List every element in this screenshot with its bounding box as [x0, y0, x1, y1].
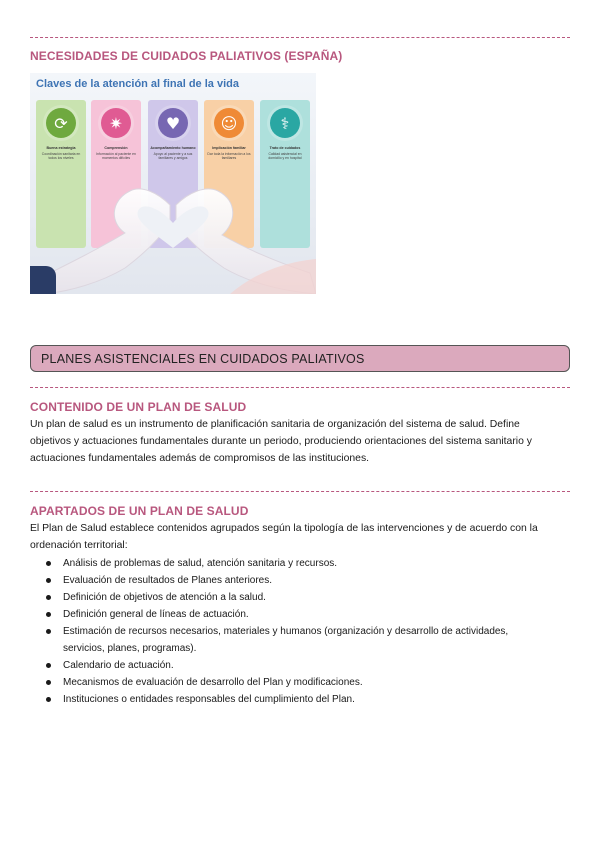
- list-item-text: servicios, planes, programas).: [63, 643, 197, 654]
- apartados-intro: [30, 520, 575, 554]
- contenido-heading: CONTENIDO DE UN PLAN DE SALUD: [30, 400, 247, 414]
- list-item: [44, 657, 564, 674]
- heart-hands-image: [30, 73, 316, 294]
- list-item: [44, 674, 564, 691]
- card-title: Trato de cuidados: [269, 146, 301, 150]
- list-item-text: Estimación de recursos necesarios, materiales y humanos (organización y desarrollo de actividades,: [63, 626, 509, 637]
- list-item-text: Instituciones o entidades responsables del cumplimiento del Plan.: [63, 694, 355, 705]
- needs-heading: NECESIDADES DE CUIDADOS PALIATIVOS (ESPAÑA): [30, 49, 343, 63]
- lightbulb-icon: ✷: [101, 108, 131, 138]
- text-line: El Plan de Salud establece contenidos agrupados según la tipología de las intervenciones y de acuerdo con la: [30, 523, 538, 534]
- palliative-care-infographic: [30, 73, 316, 294]
- divider-apartados: [30, 491, 570, 492]
- list-item: [44, 555, 564, 572]
- apartados-heading: APARTADOS DE UN PLAN DE SALUD: [30, 504, 249, 518]
- list-item-text: Calendario de actuación.: [63, 660, 174, 671]
- card-description: Apoyo al paciente y a sus familiares y amigos: [153, 152, 193, 161]
- infographic-title: Claves de la atención al final de la vida: [36, 78, 239, 90]
- text-line: Un plan de salud es un instrumento de planificación sanitaria de organización del sistema de salud. Define: [30, 419, 520, 430]
- divider-top: [30, 37, 570, 38]
- card-title: Acompañamiento humano: [150, 146, 196, 150]
- apartados-list: [44, 555, 564, 708]
- list-item-text: Análisis de problemas de salud, atención sanitaria y recursos.: [63, 558, 338, 569]
- list-item-text: Definición de objetivos de atención a la salud.: [63, 592, 266, 603]
- contenido-paragraph: [30, 416, 575, 467]
- recycle-icon: ⟳: [46, 108, 76, 138]
- list-item: [44, 691, 564, 708]
- left-glove: [40, 189, 170, 294]
- heart-hands-icon: ♥: [158, 108, 188, 138]
- card-description: Información al paciente en momentos difíciles: [96, 152, 136, 161]
- banner-title: PLANES ASISTENCIALES EN CUIDADOS PALIATIVOS: [41, 351, 365, 366]
- section-banner: [30, 345, 570, 372]
- card-title: Buena estrategia: [46, 146, 76, 150]
- stethoscope-icon: ⚕: [270, 108, 300, 138]
- card-title: Comprensión: [104, 146, 128, 150]
- card-title: Implicación familiar: [212, 146, 246, 150]
- list-item: [44, 606, 564, 623]
- list-item-text: Evaluación de resultados de Planes anteriores.: [63, 575, 273, 586]
- list-item: [44, 623, 564, 657]
- list-item: [44, 589, 564, 606]
- divider-contenido: [30, 387, 570, 388]
- card-description: Dar toda la información a los familiares: [207, 152, 251, 161]
- text-line: ordenación territorial:: [30, 540, 128, 551]
- blue-sleeve: [30, 266, 56, 294]
- list-item-text: Mecanismos de evaluación de desarrollo del Plan y modificaciones.: [63, 677, 363, 688]
- text-line: objetivos y actuaciones fundamentales durante un periodo, produciendo orientaciones del sistema sanitario y: [30, 436, 532, 447]
- family-icon: ☺: [214, 108, 244, 138]
- text-line: actuaciones fundamentales además de compromisos de las instituciones.: [30, 453, 370, 464]
- list-item: [44, 572, 564, 589]
- card-description: Coordinación sanitaria en todos los niveles: [41, 152, 81, 161]
- card-description: Calidad asistencial en domicilio y en hospital: [268, 152, 302, 161]
- list-item-text: Definición general de líneas de actuación.: [63, 609, 249, 620]
